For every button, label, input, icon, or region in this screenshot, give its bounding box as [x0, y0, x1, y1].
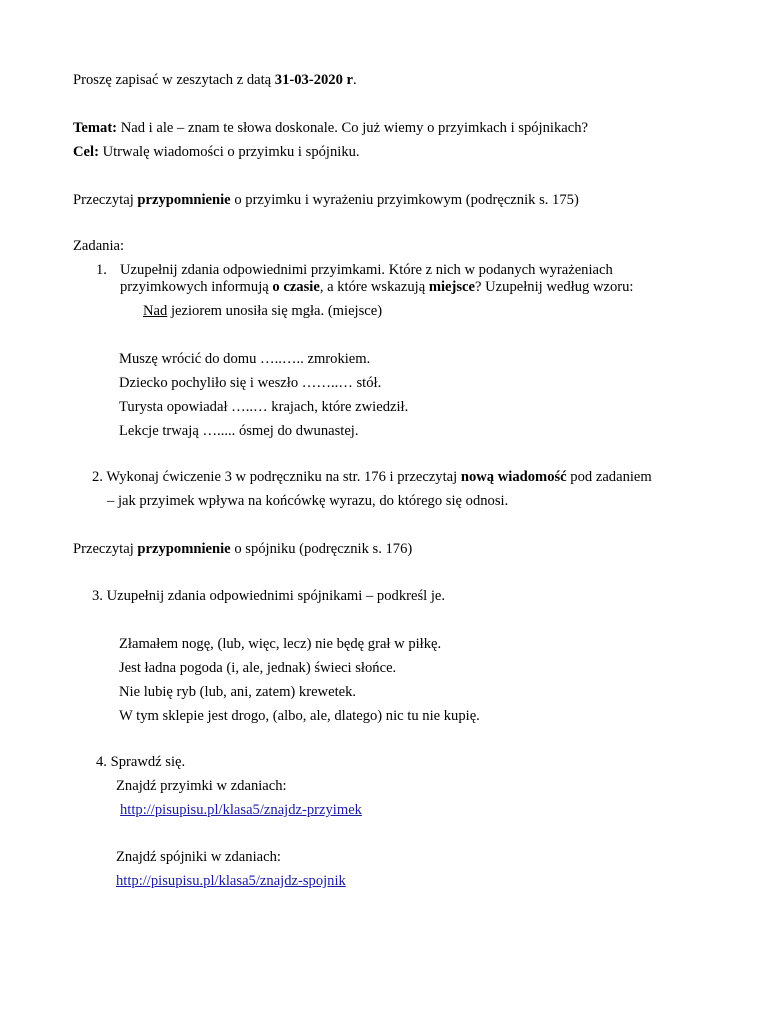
goal-line [73, 140, 360, 164]
task3-sentence: Złamałem nogę, (lub, więc, lecz) nie będę grał w piłkę. [119, 636, 442, 652]
task2-line1 [92, 465, 652, 489]
task2-bold: nową wiadomość [460, 469, 567, 485]
read-preposition-line [73, 188, 579, 212]
task4-find-conjunctions-label: Znajdź spójniki w zdaniach: [116, 849, 281, 865]
task1-bold-place: miejsce [428, 279, 476, 295]
task1-sentence: Turysta opowiadał …..… krajach, które zwiedził. [119, 399, 409, 415]
intro-end: . [353, 72, 357, 88]
read1-post: o przyimku i wyrażeniu przyimkowym (podręcznik s. 175) [230, 192, 579, 208]
read1-pre: Przeczytaj [73, 192, 138, 208]
task1-line2-pre: przyimkowych informują [120, 279, 273, 295]
intro-text: Proszę zapisać w zeszytach z datą [73, 72, 275, 88]
topic-label: Temat: [73, 120, 118, 136]
task4-heading: 4. Sprawdź się. [96, 754, 186, 770]
task1-example [143, 299, 382, 323]
read2-bold: przypomnienie [137, 541, 231, 557]
read2-pre: Przeczytaj [73, 541, 138, 557]
task3-heading: 3. Uzupełnij zdania odpowiednimi spójnikami – podkreśl je. [92, 588, 446, 604]
task4-find-prepositions-label: Znajdź przyimki w zdaniach: [116, 778, 287, 794]
task1-line2 [120, 275, 633, 299]
task1-line2-post: ? Uzupełnij według wzoru: [475, 279, 634, 295]
task1-sentence: Lekcje trwają …..... ósmej do dwunastej. [119, 423, 359, 439]
intro-date: 31-03-2020 r [274, 72, 354, 88]
read-conjunction-line [73, 537, 412, 561]
task1-sentence: Dziecko pochyliło się i weszło ……..… stół. [119, 375, 382, 391]
task1-sentence: Muszę wrócić do domu …..….. zmrokiem. [119, 351, 371, 367]
tasks-heading: Zadania: [73, 238, 125, 254]
task1-line2-mid: , a które wskazują [319, 279, 429, 295]
task1-number: 1. [96, 262, 107, 278]
task2-line2: – jak przyimek wpływa na końcówkę wyrazu, do którego się odnosi. [107, 493, 509, 509]
goal-label: Cel: [73, 144, 99, 160]
task3-sentence: W tym sklepie jest drogo, (albo, ale, dlatego) nic tu nie kupię. [119, 708, 480, 724]
intro-line [73, 68, 357, 92]
read1-bold: przypomnienie [137, 192, 231, 208]
find-conjunctions-link[interactable]: http://pisupisu.pl/klasa5/znajdz-spojnik [116, 873, 346, 889]
task3-sentence: Nie lubię ryb (lub, ani, zatem) krewetek. [119, 684, 357, 700]
task2-line1-post: pod zadaniem [566, 469, 652, 485]
goal-text: Utrwalę wiadomości o przyimku i spójniku. [98, 144, 360, 160]
task1-example-word: Nad [143, 303, 168, 319]
read2-post: o spójniku (podręcznik s. 176) [230, 541, 413, 557]
task1-example-rest: jeziorem unosiła się mgła. (miejsce) [167, 303, 383, 319]
task1-bold-time: o czasie [272, 279, 320, 295]
task2-line1-pre: 2. Wykonaj ćwiczenie 3 w podręczniku na str. 176 i przeczytaj [92, 469, 461, 485]
task3-sentence: Jest ładna pogoda (i, ale, jednak) świeci słońce. [119, 660, 397, 676]
topic-text: Nad i ale – znam te słowa doskonale. Co już wiemy o przyimkach i spójnikach? [117, 120, 588, 136]
topic-line [73, 116, 588, 140]
task1-line1: Uzupełnij zdania odpowiednimi przyimkami. Które z nich w podanych wyrażeniach [120, 262, 613, 278]
find-prepositions-link[interactable]: http://pisupisu.pl/klasa5/znajdz-przyimek [120, 802, 362, 818]
